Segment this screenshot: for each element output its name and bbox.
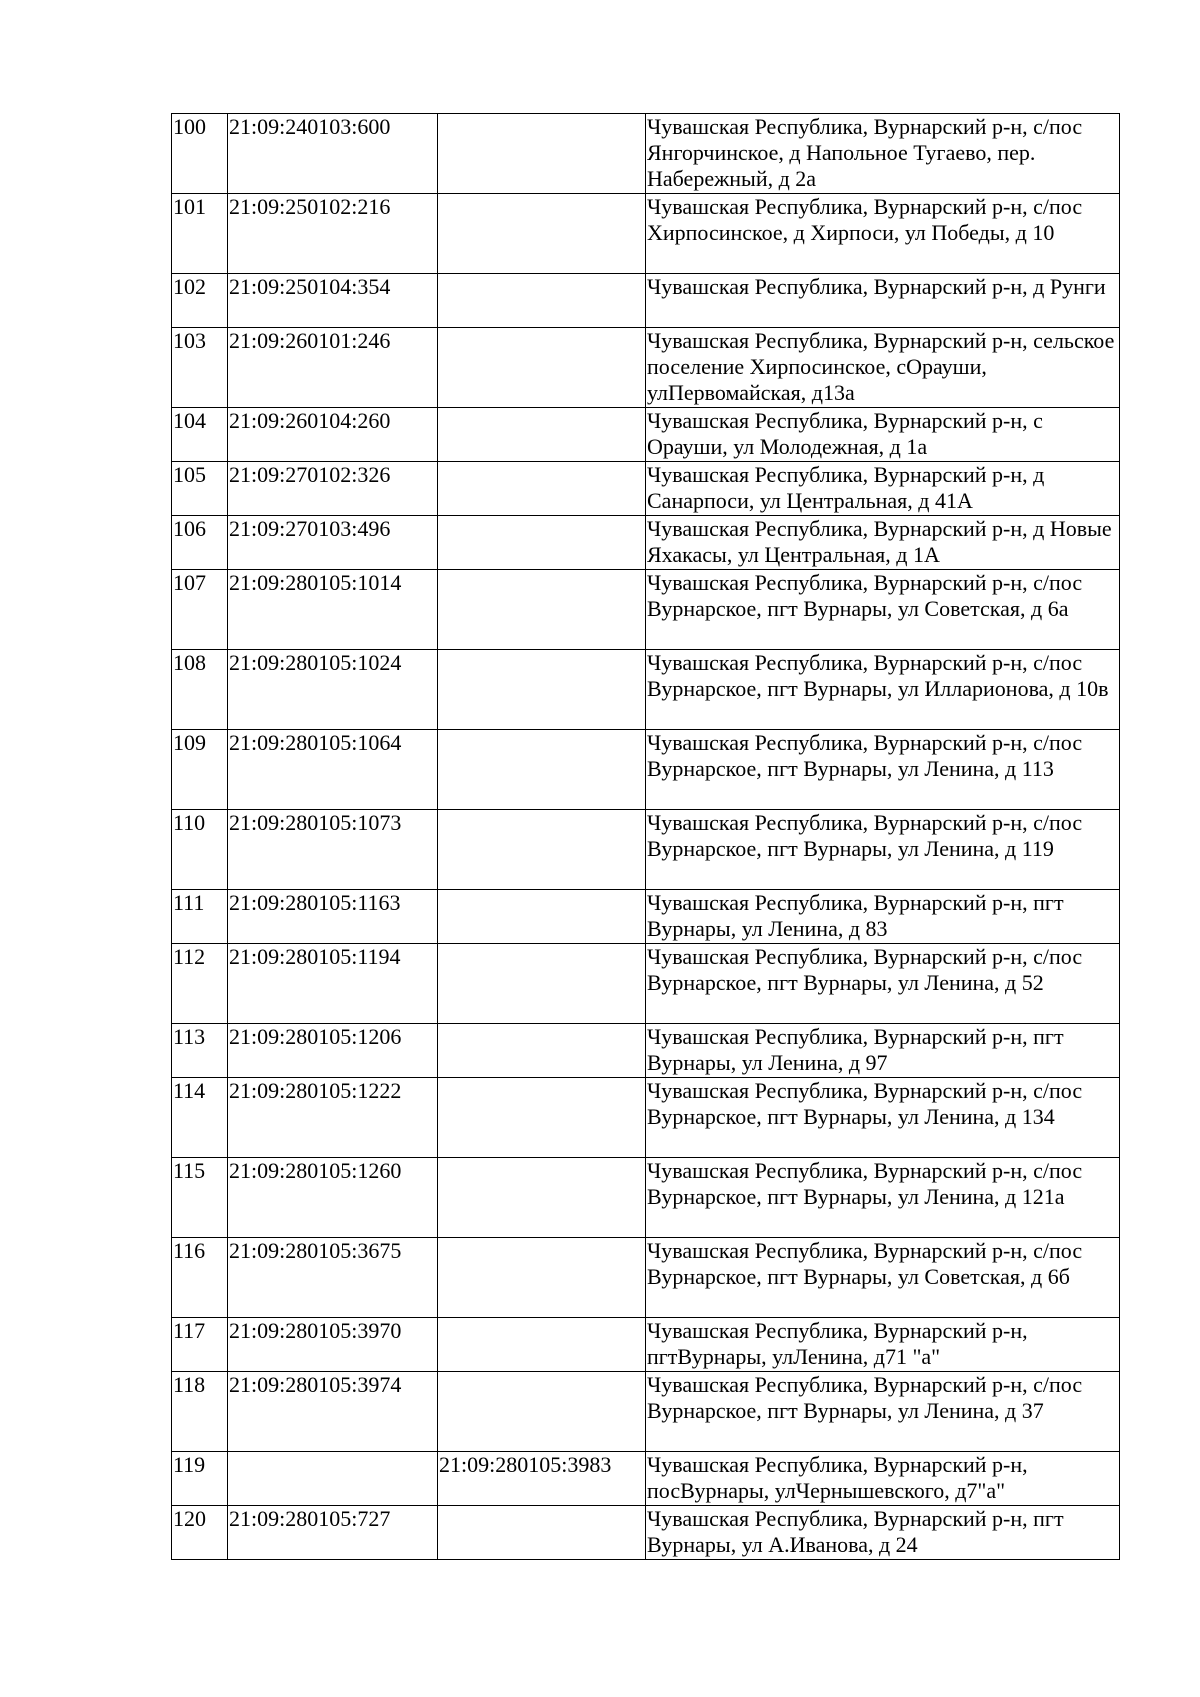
table-row [172,1452,1120,1506]
address-cell: Чувашская Республика, Вурнарский р-н, с/пос Вурнарское, пгт Вурнары, ул Илларионова, д 10в [646,650,1120,730]
table-row [172,1158,1120,1238]
row-number-cell: 120 [172,1506,228,1560]
address-cell: Чувашская Республика, Вурнарский р-н, посВурнары, улЧернышевского, д7"а" [646,1452,1120,1506]
row-number-cell: 116 [172,1238,228,1318]
table-row [172,1024,1120,1078]
table-row [172,810,1120,890]
address-cell: Чувашская Республика, Вурнарский р-н, д Рунги [646,274,1120,328]
row-number-cell: 108 [172,650,228,730]
table-row [172,1078,1120,1158]
address-cell: Чувашская Республика, Вурнарский р-н, с/пос Вурнарское, пгт Вурнары, ул Ленина, д 119 [646,810,1120,890]
cadastral-number-alt-cell [438,516,646,570]
cadastral-number-alt-cell [438,462,646,516]
cadastral-number-cell: 21:09:280105:3970 [228,1318,438,1372]
cadastral-number-cell: 21:09:280105:1024 [228,650,438,730]
row-number-cell: 111 [172,890,228,944]
row-number-cell: 119 [172,1452,228,1506]
cadastral-number-cell: 21:09:260101:246 [228,328,438,408]
address-cell: Чувашская Республика, Вурнарский р-н, д Санарпоси, ул Центральная, д 41А [646,462,1120,516]
cadastral-number-cell: 21:09:280105:1163 [228,890,438,944]
row-number-cell: 100 [172,114,228,194]
cadastral-number-alt-cell [438,194,646,274]
cadastral-number-cell: 21:09:280105:1260 [228,1158,438,1238]
row-number-cell: 109 [172,730,228,810]
row-number-cell: 112 [172,944,228,1024]
cadastral-number-alt-cell [438,1372,646,1452]
cadastral-number-cell: 21:09:280105:3675 [228,1238,438,1318]
table-row [172,1372,1120,1452]
address-cell: Чувашская Республика, Вурнарский р-н, с/пос Вурнарское, пгт Вурнары, ул Ленина, д 113 [646,730,1120,810]
address-cell: Чувашская Республика, Вурнарский р-н, с/пос Вурнарское, пгт Вурнары, ул Советская, д 6а [646,570,1120,650]
address-cell: Чувашская Республика, Вурнарский р-н, с/пос Хирпосинское, д Хирпоси, ул Победы, д 10 [646,194,1120,274]
cadastral-number-cell: 21:09:260104:260 [228,408,438,462]
row-number-cell: 103 [172,328,228,408]
address-cell: Чувашская Республика, Вурнарский р-н, д Новые Яхакасы, ул Центральная, д 1А [646,516,1120,570]
table-row [172,890,1120,944]
cadastral-number-alt-cell [438,1158,646,1238]
cadastral-number-alt-cell [438,810,646,890]
table-row [172,650,1120,730]
address-cell: Чувашская Республика, Вурнарский р-н, с Орауши, ул Молодежная, д 1а [646,408,1120,462]
address-cell: Чувашская Республика, Вурнарский р-н, пгт Вурнары, ул Ленина, д 97 [646,1024,1120,1078]
cadastral-number-cell: 21:09:280105:1073 [228,810,438,890]
cadastral-number-cell: 21:09:280105:1014 [228,570,438,650]
cadastral-number-cell: 21:09:250102:216 [228,194,438,274]
cadastral-number-cell: 21:09:250104:354 [228,274,438,328]
table-body [172,114,1120,1560]
cadastral-number-alt-cell [438,1024,646,1078]
address-cell: Чувашская Республика, Вурнарский р-н, с/пос Вурнарское, пгт Вурнары, ул Советская, д 6б [646,1238,1120,1318]
cadastral-number-alt-cell [438,1318,646,1372]
address-cell: Чувашская Республика, Вурнарский р-н, пгт Вурнары, ул Ленина, д 83 [646,890,1120,944]
table-row [172,516,1120,570]
cadastral-number-cell: 21:09:270102:326 [228,462,438,516]
row-number-cell: 114 [172,1078,228,1158]
cadastral-number-cell: 21:09:240103:600 [228,114,438,194]
table-row [172,274,1120,328]
cadastral-number-alt-cell [438,328,646,408]
table-row [172,1318,1120,1372]
row-number-cell: 118 [172,1372,228,1452]
cadastral-number-cell [228,1452,438,1506]
cadastral-number-alt-cell [438,730,646,810]
cadastral-number-alt-cell [438,1078,646,1158]
table-row [172,462,1120,516]
cadastral-number-alt-cell [438,570,646,650]
table-row [172,194,1120,274]
cadastral-number-cell: 21:09:280105:3974 [228,1372,438,1452]
cadastral-number-cell: 21:09:270103:496 [228,516,438,570]
row-number-cell: 115 [172,1158,228,1238]
property-table [171,113,1120,1560]
row-number-cell: 113 [172,1024,228,1078]
cadastral-number-cell: 21:09:280105:1222 [228,1078,438,1158]
row-number-cell: 105 [172,462,228,516]
row-number-cell: 117 [172,1318,228,1372]
address-cell: Чувашская Республика, Вурнарский р-н, пгт Вурнары, ул А.Иванова, д 24 [646,1506,1120,1560]
row-number-cell: 104 [172,408,228,462]
row-number-cell: 106 [172,516,228,570]
table-row [172,114,1120,194]
cadastral-number-alt-cell [438,274,646,328]
cadastral-number-cell: 21:09:280105:1206 [228,1024,438,1078]
address-cell: Чувашская Республика, Вурнарский р-н, с/пос Вурнарское, пгт Вурнары, ул Ленина, д 121а [646,1158,1120,1238]
cadastral-number-alt-cell [438,650,646,730]
address-cell: Чувашская Республика, Вурнарский р-н, пгтВурнары, улЛенина, д71 "а" [646,1318,1120,1372]
table-row [172,328,1120,408]
address-cell: Чувашская Республика, Вурнарский р-н, с/пос Янгорчинское, д Напольное Тугаево, пер. Набережный, д 2а [646,114,1120,194]
cadastral-number-alt-cell [438,408,646,462]
table-row [172,730,1120,810]
cadastral-number-cell: 21:09:280105:727 [228,1506,438,1560]
cadastral-number-alt-cell [438,1238,646,1318]
table-row [172,408,1120,462]
table-row [172,1238,1120,1318]
address-cell: Чувашская Республика, Вурнарский р-н, с/пос Вурнарское, пгт Вурнары, ул Ленина, д 134 [646,1078,1120,1158]
table-row [172,570,1120,650]
cadastral-number-alt-cell: 21:09:280105:3983 [438,1452,646,1506]
row-number-cell: 101 [172,194,228,274]
address-cell: Чувашская Республика, Вурнарский р-н, с/пос Вурнарское, пгт Вурнары, ул Ленина, д 37 [646,1372,1120,1452]
cadastral-number-alt-cell [438,890,646,944]
cadastral-number-cell: 21:09:280105:1064 [228,730,438,810]
table-row [172,944,1120,1024]
row-number-cell: 107 [172,570,228,650]
cadastral-number-alt-cell [438,944,646,1024]
address-cell: Чувашская Республика, Вурнарский р-н, сельское поселение Хирпосинское, сОрауши, улПервомайская, д13а [646,328,1120,408]
row-number-cell: 102 [172,274,228,328]
row-number-cell: 110 [172,810,228,890]
table-row [172,1506,1120,1560]
cadastral-number-cell: 21:09:280105:1194 [228,944,438,1024]
address-cell: Чувашская Республика, Вурнарский р-н, с/пос Вурнарское, пгт Вурнары, ул Ленина, д 52 [646,944,1120,1024]
cadastral-number-alt-cell [438,114,646,194]
cadastral-number-alt-cell [438,1506,646,1560]
